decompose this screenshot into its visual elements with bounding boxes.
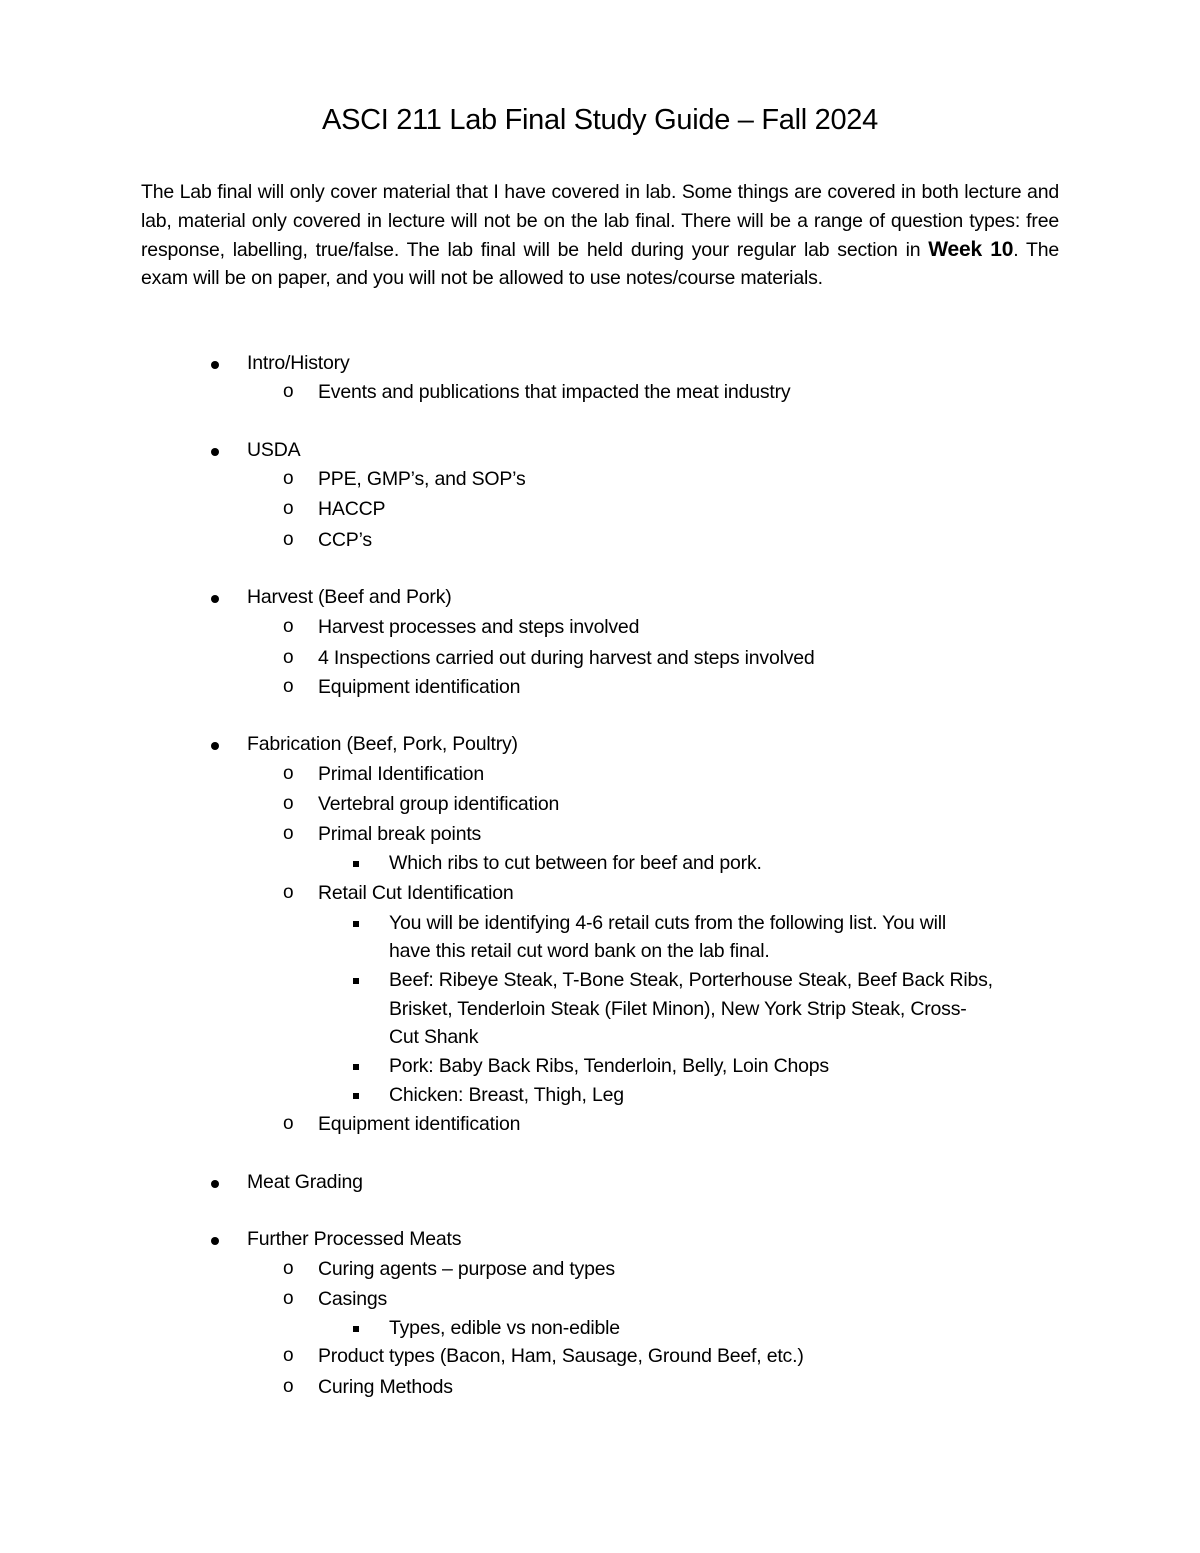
bullet-o-marker: o xyxy=(283,529,294,550)
bullet-o-marker: o xyxy=(283,1288,294,1309)
section-intro-history: Intro/History xyxy=(247,352,350,374)
item-primal-id: Primal Identification xyxy=(318,763,484,785)
bullet-disc-icon xyxy=(211,1169,219,1197)
bullet-o-marker: o xyxy=(283,676,294,697)
bullet-square-icon xyxy=(353,1052,359,1080)
bullet-disc-icon xyxy=(211,731,219,759)
subitem-chicken: Chicken: Breast, Thigh, Leg xyxy=(389,1084,624,1106)
section-further-processed: Further Processed Meats xyxy=(247,1228,462,1250)
subitem-pork: Pork: Baby Back Ribs, Tenderloin, Belly, Loin Chops xyxy=(389,1055,829,1077)
bullet-disc-icon xyxy=(211,350,219,378)
bullet-square-icon xyxy=(353,1314,359,1342)
section-harvest: Harvest (Beef and Pork) xyxy=(247,586,452,608)
item-vertebral-id: Vertebral group identification xyxy=(318,793,560,815)
bullet-square-icon xyxy=(353,966,359,994)
item-ppe-gmp-sop: PPE, GMP’s, and SOP’s xyxy=(318,468,526,490)
item-curing-agents: Curing agents – purpose and types xyxy=(318,1258,615,1280)
bullet-disc-icon xyxy=(211,1226,219,1254)
section-fabrication: Fabrication (Beef, Pork, Poultry) xyxy=(247,733,518,755)
item-ccps: CCP’s xyxy=(318,529,372,551)
item-casings: Casings xyxy=(318,1288,388,1310)
subitem-casing-types: Types, edible vs non-edible xyxy=(389,1317,620,1339)
intro-text-start: The Lab final will only cover material that I have covered in lab. Some things are covered in both lecture and lab, material only covered in lecture will not be on the lab final. There will be a range of question types: free response, labelling, true/false. The lab final will be held during your regular lab section in xyxy=(141,181,1059,261)
intro-paragraph xyxy=(141,178,1059,293)
subitem-beef-line1: Beef: Ribeye Steak, T-Bone Steak, Porterhouse Steak, Beef Back Ribs, xyxy=(389,969,993,991)
item-product-types: Product types (Bacon, Ham, Sausage, Ground Beef, etc.) xyxy=(318,1345,804,1367)
bullet-o-marker: o xyxy=(283,498,294,519)
bullet-square-icon xyxy=(353,909,359,937)
intro-text-end: . The exam will be on paper, and you will not be allowed to use notes/course materials. xyxy=(141,238,1059,290)
section-usda: USDA xyxy=(247,439,301,461)
item-four-inspections: 4 Inspections carried out during harvest and steps involved xyxy=(318,647,815,669)
item-equipment-id: Equipment identification xyxy=(318,676,521,698)
bullet-square-icon xyxy=(353,1081,359,1109)
bullet-o-marker: o xyxy=(283,1113,294,1134)
bullet-o-marker: o xyxy=(283,381,294,402)
item-retail-cut-id: Retail Cut Identification xyxy=(318,882,514,904)
bullet-o-marker: o xyxy=(283,1345,294,1366)
bullet-o-marker: o xyxy=(283,1376,294,1397)
bullet-o-marker: o xyxy=(283,882,294,903)
bullet-o-marker: o xyxy=(283,763,294,784)
item-primal-break: Primal break points xyxy=(318,823,482,845)
bullet-o-marker: o xyxy=(283,823,294,844)
subitem-retail-list-line2: have this retail cut word bank on the lab final. xyxy=(389,940,770,962)
bullet-disc-icon xyxy=(211,437,219,465)
subitem-beef-line3: Cut Shank xyxy=(389,1026,479,1048)
item-curing-methods: Curing Methods xyxy=(318,1376,453,1398)
bullet-o-marker: o xyxy=(283,793,294,814)
item-events-publications: Events and publications that impacted the meat industry xyxy=(318,381,791,403)
item-haccp: HACCP xyxy=(318,498,386,520)
subitem-retail-list-line1: You will be identifying 4-6 retail cuts from the following list. You will xyxy=(389,912,946,934)
item-equipment-id: Equipment identification xyxy=(318,1113,521,1135)
subitem-which-ribs: Which ribs to cut between for beef and pork. xyxy=(389,852,762,874)
bullet-o-marker: o xyxy=(283,468,294,489)
bullet-o-marker: o xyxy=(283,616,294,637)
bullet-square-icon xyxy=(353,849,359,877)
section-meat-grading: Meat Grading xyxy=(247,1171,363,1193)
bullet-o-marker: o xyxy=(283,647,294,668)
item-harvest-processes: Harvest processes and steps involved xyxy=(318,616,640,638)
bullet-disc-icon xyxy=(211,584,219,612)
intro-week-bold: Week 10 xyxy=(928,237,1014,261)
document-title: ASCI 211 Lab Final Study Guide – Fall 2024 xyxy=(322,104,878,136)
bullet-o-marker: o xyxy=(283,1258,294,1279)
subitem-beef-line2: Brisket, Tenderloin Steak (Filet Minon), New York Strip Steak, Cross- xyxy=(389,998,967,1020)
